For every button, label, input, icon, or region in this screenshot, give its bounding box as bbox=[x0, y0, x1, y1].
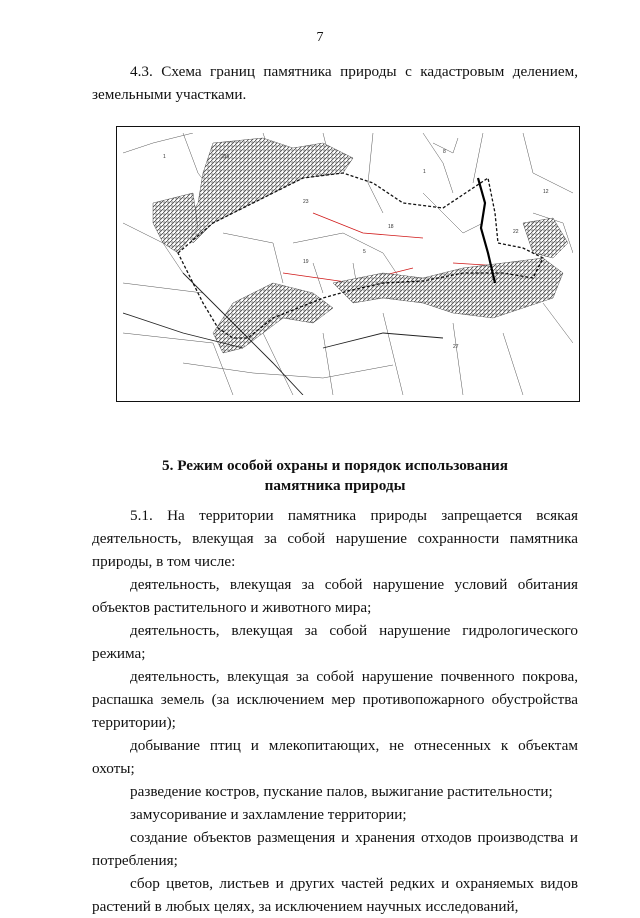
parcel-label: 22 bbox=[513, 229, 519, 235]
parcel-label: 23 bbox=[303, 199, 309, 205]
parcel-label: 1 bbox=[423, 169, 426, 175]
paragraph: 5.1. На территории памятника природы запрещается всякая деятельность, влекущая за собой нарушение сохранности памятника природы, в том числе: bbox=[92, 507, 578, 570]
paragraph: деятельность, влекущая за собой нарушение условий обитания объектов растительного и животного мира; bbox=[92, 576, 578, 616]
paragraph: замусоривание и захламление территории; bbox=[130, 806, 407, 823]
cadastral-map-drawing bbox=[123, 133, 573, 395]
parcel-label: 216 bbox=[221, 154, 230, 160]
parcel-label: 5 bbox=[363, 249, 366, 255]
paragraph: деятельность, влекущая за собой нарушение гидрологического режима; bbox=[92, 622, 578, 662]
parcel-label: 8 bbox=[443, 149, 446, 155]
map-caption: 4.3. Схема границ памятника природы с кадастровым делением, земельными участками. bbox=[92, 63, 578, 103]
section-heading-line-2: памятника природы bbox=[264, 477, 406, 494]
parcel-label: 18 bbox=[388, 224, 394, 230]
built-up-areas bbox=[153, 138, 568, 353]
parcel-label: 27 bbox=[453, 344, 459, 350]
parcel-label: 1 bbox=[163, 154, 166, 160]
section-body bbox=[92, 504, 578, 918]
cadastral-map bbox=[116, 126, 580, 402]
paragraph: создание объектов размещения и хранения отходов производства и потребления; bbox=[92, 829, 578, 869]
paragraph: разведение костров, пускание палов, выжигание растительности; bbox=[130, 783, 553, 800]
section-heading bbox=[92, 456, 578, 496]
paragraph: сбор цветов, листьев и других частей редких и охраняемых видов растений в любых целях, за исключением научных исследований, bbox=[92, 875, 578, 915]
paragraph: добывание птиц и млекопитающих, не отнесенных к объектам охоты; bbox=[92, 737, 578, 777]
parcel-label: 19 bbox=[303, 259, 309, 265]
section-heading-line-1: 5. Режим особой охраны и порядок использования bbox=[162, 457, 508, 474]
page-number: 7 bbox=[316, 30, 324, 45]
parcel-label: 12 bbox=[543, 189, 549, 195]
paragraph: деятельность, влекущая за собой нарушение почвенного покрова, распашка земель (за исключением мер противопожарного обустройства территории); bbox=[92, 668, 578, 731]
